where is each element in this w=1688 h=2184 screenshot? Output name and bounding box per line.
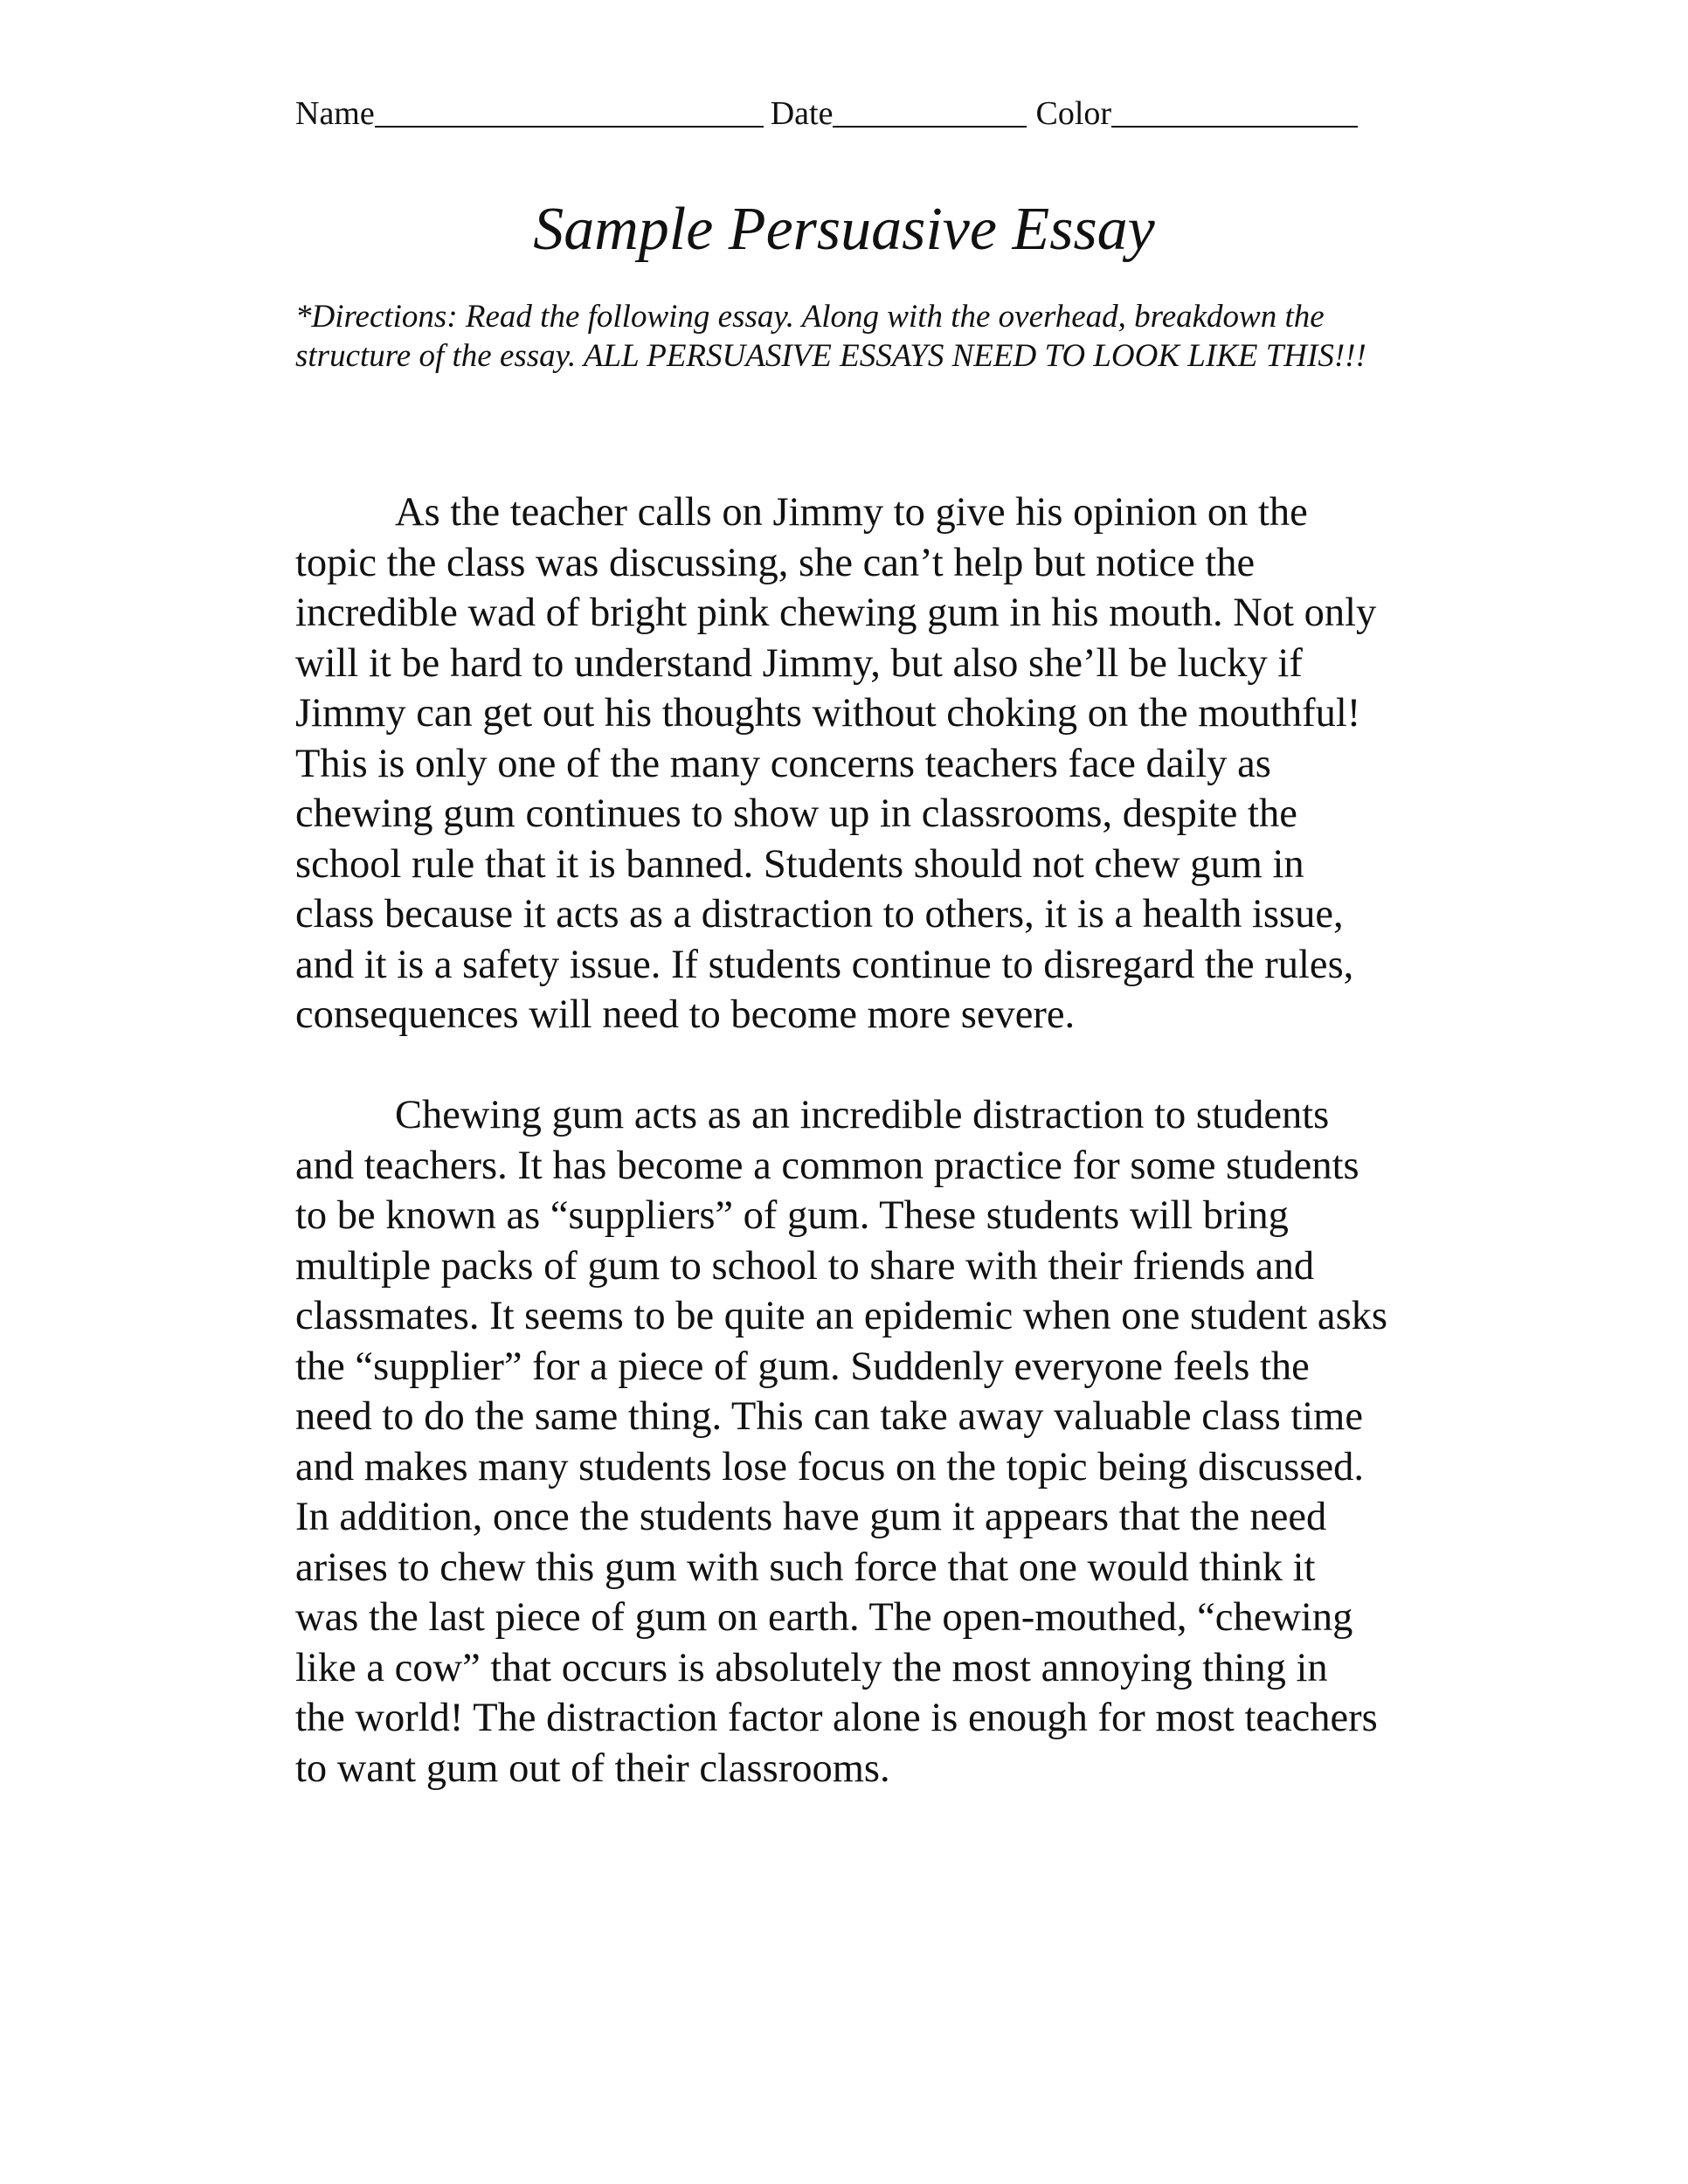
directions-text: *Directions: Read the following essay. Along with the overhead, breakdown the structure of the essay. ALL PERSUASIVE ESSAYS NEED TO LOOK LIKE THIS!!! bbox=[295, 299, 1366, 374]
student-info-header bbox=[295, 94, 1379, 133]
color-blank-line bbox=[1111, 98, 1358, 128]
page-title: Sample Persuasive Essay bbox=[533, 196, 1155, 263]
name-blank-line bbox=[375, 98, 764, 128]
color-field bbox=[1035, 94, 1358, 133]
essay-body bbox=[295, 487, 1387, 1844]
date-label: Date bbox=[770, 95, 834, 132]
date-blank-line bbox=[833, 98, 1027, 128]
essay-paragraph-introduction: As the teacher calls on Jimmy to give his opinion on the topic the class was discussing, she can’t help but notice the incredible wad of bright pink chewing gum in his mouth. Not only will it be hard to understand Jimmy, but also she’ll be lucky if Jimmy can get out his thoughts without choking on the mouthful! This is only one of the many concerns teachers face daily as chewing gum continues to show up in classrooms, despite the school rule that it is banned. Students should not chew gum in class because it acts as a distraction to others, it is a health issue, and it is a safety issue. If students continue to disregard the rules, consequences will need to become more severe. bbox=[295, 490, 1377, 1037]
color-label: Color bbox=[1035, 95, 1112, 132]
name-label: Name bbox=[295, 95, 375, 132]
essay-paragraph-distraction: Chewing gum acts as an incredible distraction to students and teachers. It has become a common practice for some students to be known as “suppliers” of gum. These students will bring multiple packs of gum to school to share with their friends and classmates. It seems to be quite an epidemic when one student asks the “supplier” for a piece of gum. Suddenly everyone feels the need to do the same thing. This can take away valuable class time and makes many students lose focus on the topic being discussed. In addition, once the students have gum it appears that the need arises to chew this gum with such force that one would think it was the last piece of gum on earth. The open-mouthed, “chewing like a cow” that occurs is absolutely the most annoying thing in the world! The distraction factor alone is enough for most teachers to want gum out of their classrooms. bbox=[295, 1093, 1388, 1791]
name-field bbox=[295, 94, 764, 133]
date-field bbox=[771, 94, 1027, 133]
